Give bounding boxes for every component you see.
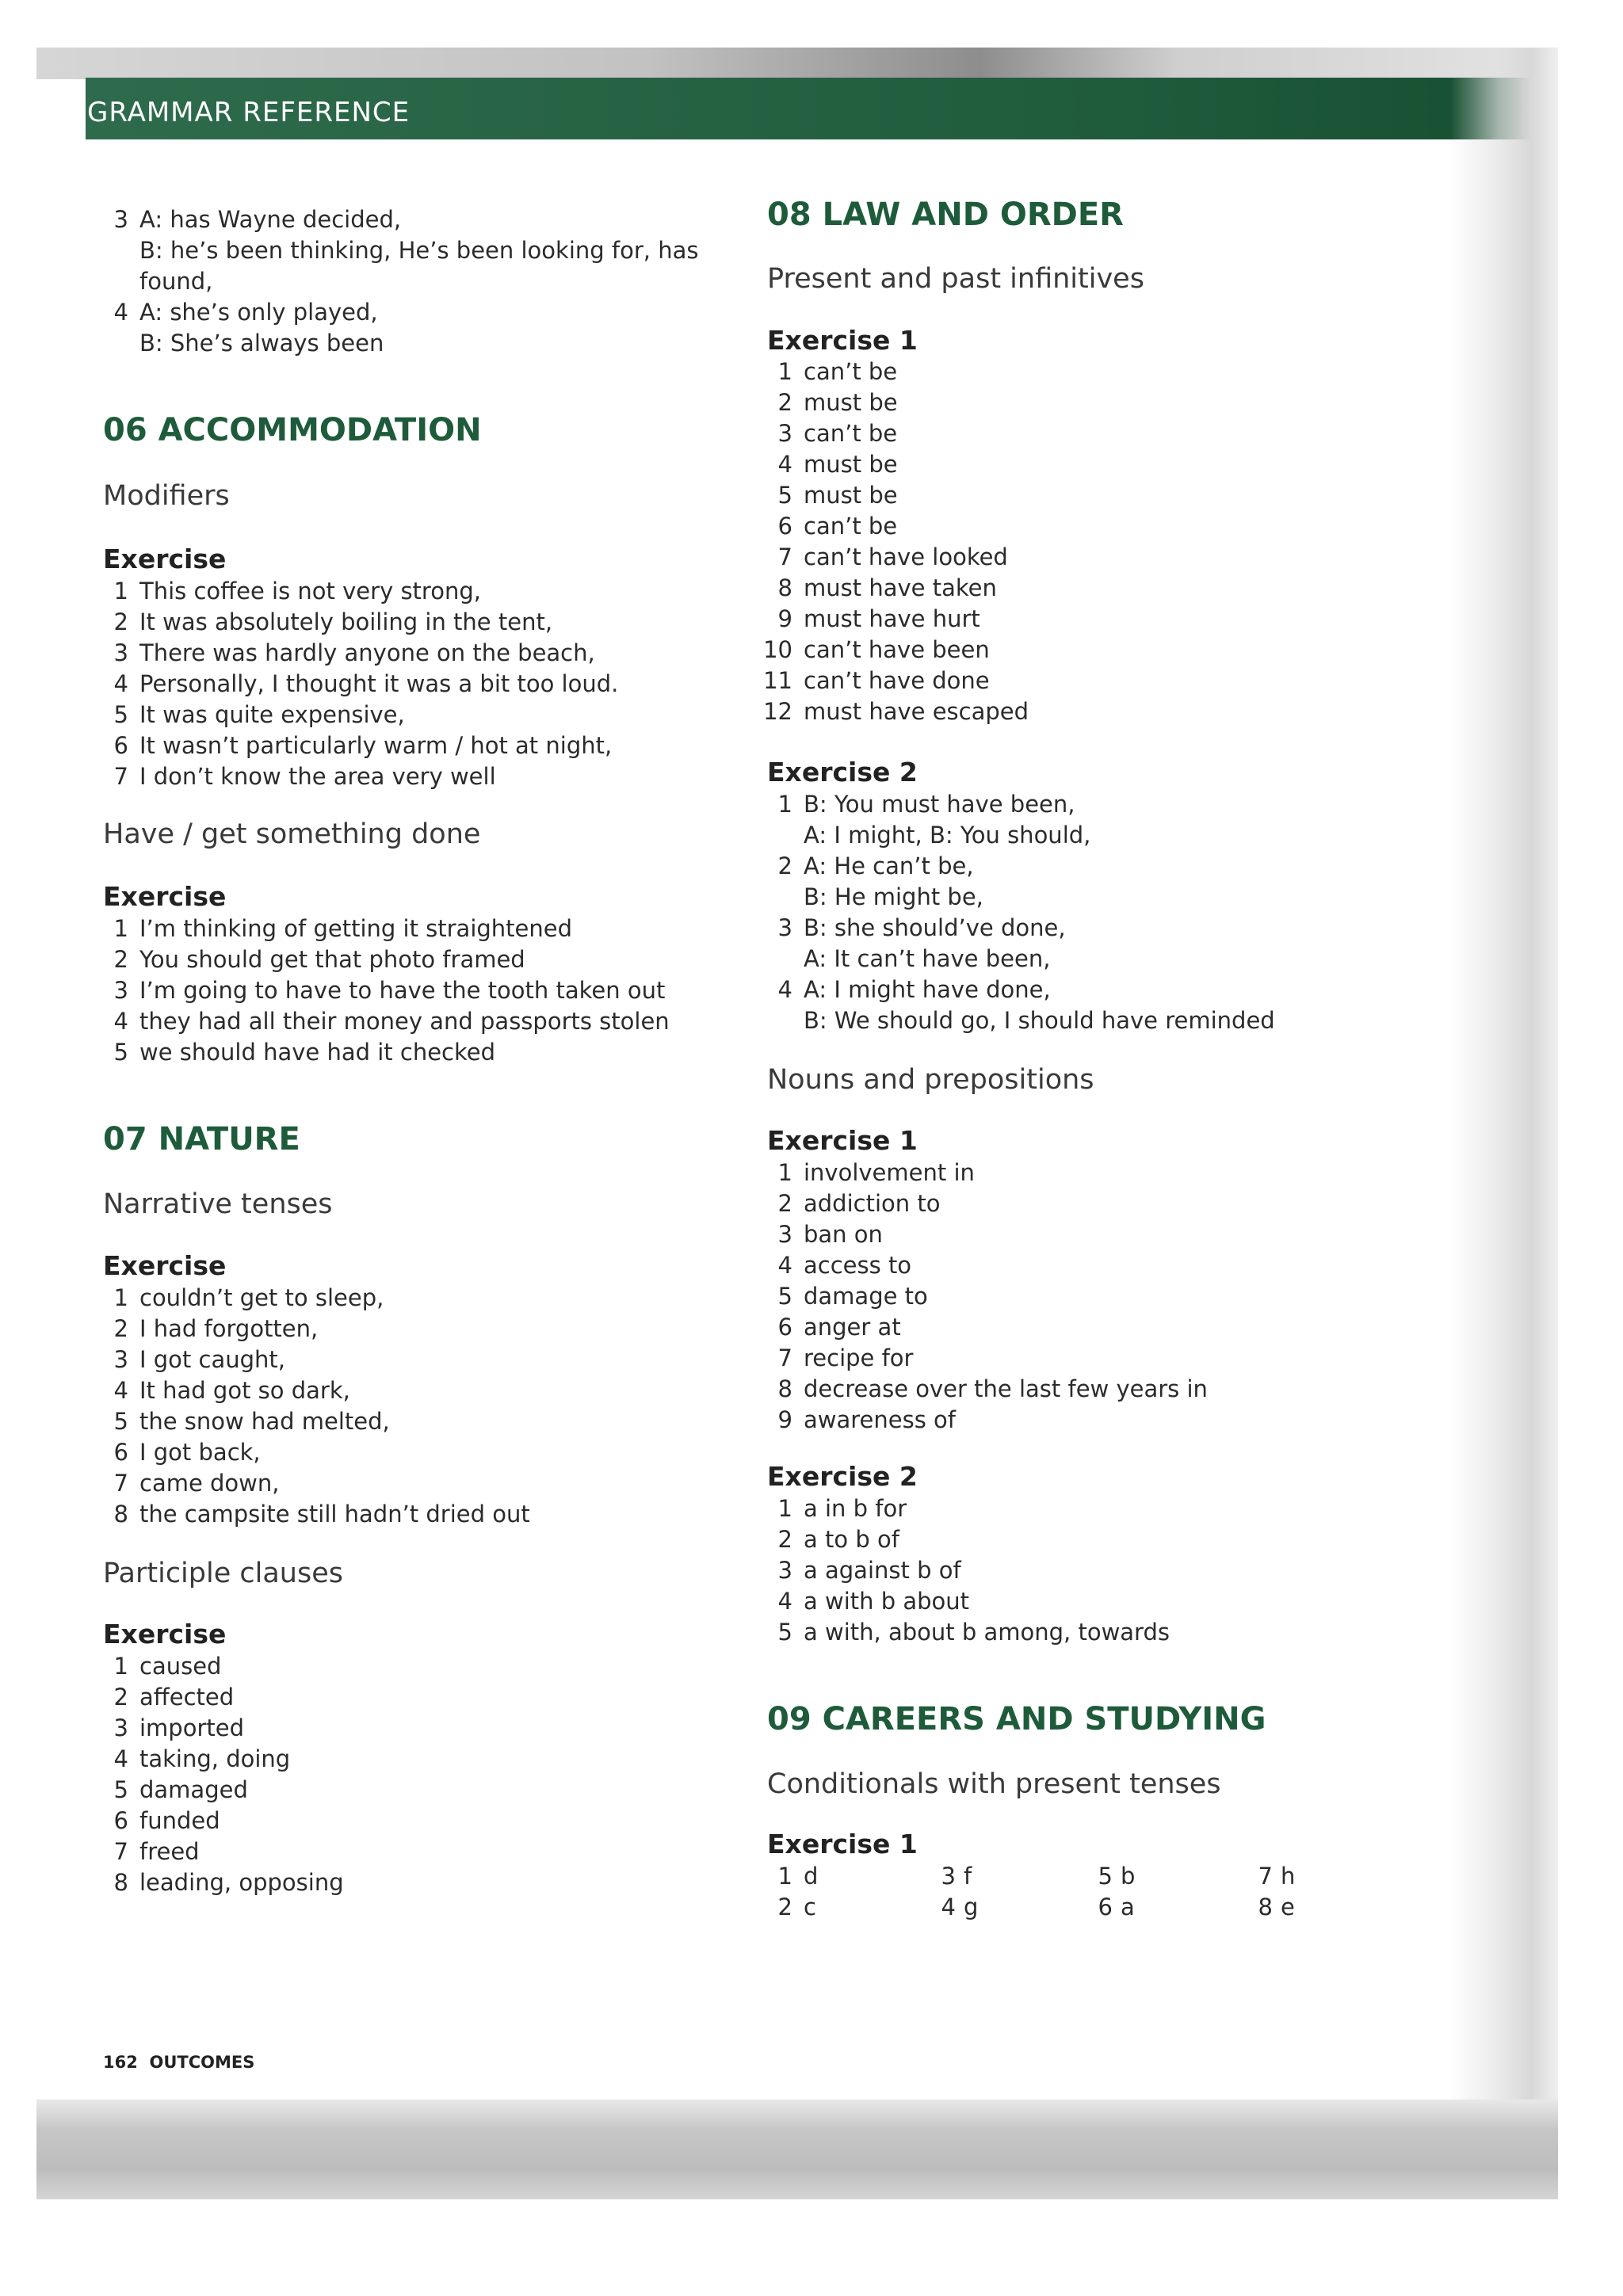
item-number: 4 [113, 1745, 128, 1772]
item-number: 6 [777, 513, 792, 540]
item-number: 3 [113, 639, 128, 666]
subsection-heading: Participle clauses [103, 1558, 343, 1589]
grid-answer: h [1281, 1863, 1296, 1890]
item-text: caused [139, 1653, 222, 1680]
item-number: 2 [113, 946, 128, 973]
item-number: 12 [763, 698, 792, 725]
item-text: addiction to [804, 1190, 941, 1217]
item-number: 8 [113, 1869, 128, 1896]
item-number: 4 [777, 451, 792, 478]
item-text: a with b about [804, 1588, 970, 1615]
subsection-heading: Have / get something done [103, 818, 481, 850]
item-number: 4 [113, 670, 128, 697]
item-text: must be [804, 389, 898, 416]
item-number: 8 [777, 1375, 792, 1402]
item-text: must have hurt [804, 605, 980, 632]
item-text: affected [139, 1684, 235, 1711]
exercise-heading: Exercise 1 [767, 325, 918, 356]
item-number: 11 [763, 667, 792, 694]
section-title: GRAMMAR REFERENCE [87, 97, 411, 128]
item-text: B: she should’ve done, [804, 914, 1066, 941]
item-number: 3 [113, 1714, 128, 1741]
page-number: 162 [103, 2053, 138, 2072]
item-number: 1 [777, 1159, 792, 1186]
item-number: 1 [113, 1284, 128, 1311]
item-number: 3 [777, 420, 792, 447]
item-number: 5 [113, 1776, 128, 1803]
item-text: B: He might be, [804, 883, 983, 910]
item-text: It was absolutely boiling in the tent, [139, 608, 553, 635]
item-text: must have taken [804, 574, 997, 601]
item-number: 6 [113, 732, 128, 759]
subsection-heading: Narrative tenses [103, 1188, 333, 1220]
item-number: 1 [113, 578, 128, 605]
item-text: A: she’s only played, [139, 299, 378, 326]
item-number: 10 [763, 636, 792, 663]
item-text: recipe for [804, 1344, 914, 1371]
item-number: 2 [113, 608, 128, 635]
item-text: must be [804, 482, 898, 509]
item-text: taking, doing [139, 1745, 291, 1772]
item-text: ban on [804, 1221, 883, 1248]
item-text: B: You must have been, [804, 791, 1075, 818]
item-text: must be [804, 451, 898, 478]
subsection-heading: Nouns and prepositions [767, 1064, 1094, 1096]
item-text: A: I might have done, [804, 976, 1051, 1003]
item-text: funded [139, 1807, 220, 1834]
item-number: 6 [777, 1314, 792, 1341]
item-text: can’t be [804, 420, 898, 447]
item-text: A: has Wayne decided, [139, 206, 402, 233]
item-text: I had forgotten, [139, 1315, 319, 1342]
item-number: 7 [777, 1344, 792, 1371]
grid-number: 3 [941, 1863, 956, 1890]
item-text: can’t have done [804, 667, 990, 694]
item-number: 1 [777, 1495, 792, 1522]
item-text: I don’t know the area very well [139, 763, 496, 790]
item-number: 3 [113, 1346, 128, 1373]
item-text: can’t be [804, 358, 898, 385]
item-number: 4 [777, 1588, 792, 1615]
item-text: freed [139, 1838, 200, 1865]
item-number: 7 [113, 1838, 128, 1865]
grid-answer: a [1121, 1894, 1135, 1920]
item-number: 2 [777, 1526, 792, 1553]
item-number: 3 [777, 914, 792, 941]
item-text: A: It can’t have been, [804, 945, 1051, 972]
item-text: a to b of [804, 1526, 899, 1553]
item-number: 5 [113, 1408, 128, 1435]
item-number: 4 [777, 1252, 792, 1279]
item-text: It was quite expensive, [139, 701, 405, 728]
item-number: 3 [113, 206, 128, 233]
item-text: It had got so dark, [139, 1377, 350, 1404]
item-number: 7 [777, 543, 792, 570]
grid-answer: c [804, 1894, 816, 1920]
item-number: 1 [777, 791, 792, 818]
item-number: 8 [777, 574, 792, 601]
subsection-heading: Modifiers [103, 480, 230, 512]
item-number: 2 [113, 1684, 128, 1711]
item-number: 4 [113, 299, 128, 326]
item-number: 2 [777, 1190, 792, 1217]
grid-number: 1 [777, 1863, 792, 1890]
item-text: You should get that photo framed [139, 946, 525, 973]
grid-answer: f [964, 1863, 972, 1890]
subsection-heading: Present and past infinitives [767, 263, 1144, 295]
grid-number: 7 [1258, 1863, 1273, 1890]
item-number: 4 [777, 976, 792, 1003]
item-text: we should have had it checked [139, 1039, 495, 1066]
item-number: 9 [777, 1406, 792, 1433]
exercise-heading: Exercise 2 [767, 757, 918, 788]
grid-number: 4 [941, 1894, 956, 1920]
item-text: A: He can’t be, [804, 852, 974, 879]
item-text: can’t be [804, 513, 898, 540]
item-text: awareness of [804, 1406, 956, 1433]
item-text: can’t have looked [804, 543, 1008, 570]
item-number: 4 [113, 1377, 128, 1404]
item-text: can’t have been [804, 636, 990, 663]
item-number: 5 [777, 1619, 792, 1646]
item-number: 5 [113, 1039, 128, 1066]
item-text: they had all their money and passports stolen [139, 1008, 670, 1035]
item-number: 9 [777, 605, 792, 632]
item-text: damaged [139, 1776, 248, 1803]
item-text: must have escaped [804, 698, 1029, 725]
item-number: 5 [777, 1283, 792, 1310]
chapter-heading: 08 LAW AND ORDER [767, 196, 1124, 233]
exercise-heading: Exercise [103, 881, 227, 912]
exercise-heading: Exercise [103, 1619, 227, 1650]
item-text: found, [139, 268, 213, 295]
item-text: There was hardly anyone on the beach, [139, 639, 595, 666]
item-number: 6 [113, 1807, 128, 1834]
grid-answer: g [964, 1894, 979, 1920]
item-number: 6 [113, 1439, 128, 1466]
scan-bottom-edge [36, 2100, 1558, 2199]
grid-number: 8 [1258, 1894, 1273, 1920]
item-text: This coffee is not very strong, [139, 578, 481, 605]
item-text: I got caught, [139, 1346, 285, 1373]
item-number: 2 [777, 852, 792, 879]
item-number: 7 [113, 1470, 128, 1497]
item-number: 1 [113, 915, 128, 942]
item-text: couldn’t get to sleep, [139, 1284, 384, 1311]
chapter-heading: 07 NATURE [103, 1121, 300, 1158]
item-number: 2 [777, 389, 792, 416]
item-text: the campsite still hadn’t dried out [139, 1501, 530, 1527]
item-text: anger at [804, 1314, 901, 1341]
item-text: A: I might, B: You should, [804, 822, 1091, 849]
item-text: a with, about b among, towards [804, 1619, 1170, 1646]
item-text: decrease over the last few years in [804, 1375, 1208, 1402]
item-text: I’m going to have to have the tooth taken out [139, 977, 666, 1004]
grid-number: 6 [1098, 1894, 1113, 1920]
item-text: Personally, I thought it was a bit too loud. [139, 670, 619, 697]
chapter-heading: 06 ACCOMMODATION [103, 412, 482, 448]
grid-answer: b [1121, 1863, 1136, 1890]
book-spine-shadow [1450, 48, 1558, 2107]
item-number: 4 [113, 1008, 128, 1035]
item-number: 3 [113, 977, 128, 1004]
item-text: I’m thinking of getting it straightened [139, 915, 573, 942]
item-text: leading, opposing [139, 1869, 344, 1896]
exercise-heading: Exercise 2 [767, 1461, 918, 1492]
item-text: a in b for [804, 1495, 907, 1522]
exercise-heading: Exercise 1 [767, 1829, 918, 1859]
item-number: 7 [113, 763, 128, 790]
item-text: a against b of [804, 1557, 961, 1584]
chapter-heading: 09 CAREERS AND STUDYING [767, 1701, 1266, 1737]
item-number: 1 [113, 1653, 128, 1680]
scan-top-edge [36, 48, 1558, 79]
book-name: OUTCOMES [149, 2053, 255, 2072]
item-text: the snow had melted, [139, 1408, 390, 1435]
item-text: B: he’s been thinking, He’s been looking for, has [139, 237, 699, 264]
subsection-heading: Conditionals with present tenses [767, 1768, 1221, 1800]
grid-number: 5 [1098, 1863, 1113, 1890]
item-number: 8 [113, 1501, 128, 1527]
exercise-heading: Exercise [103, 543, 227, 574]
item-text: damage to [804, 1283, 928, 1310]
item-text: B: We should go, I should have reminded [804, 1007, 1275, 1034]
item-number: 3 [777, 1557, 792, 1584]
item-number: 2 [113, 1315, 128, 1342]
item-text: imported [139, 1714, 245, 1741]
item-text: came down, [139, 1470, 280, 1497]
exercise-heading: Exercise [103, 1250, 227, 1281]
item-number: 5 [113, 701, 128, 728]
item-number: 3 [777, 1221, 792, 1248]
item-text: I got back, [139, 1439, 261, 1466]
item-text: It wasn’t particularly warm / hot at night, [139, 732, 613, 759]
item-number: 5 [777, 482, 792, 509]
grid-number: 2 [777, 1894, 792, 1920]
exercise-heading: Exercise 1 [767, 1125, 918, 1156]
grid-answer: e [1281, 1894, 1295, 1920]
item-text: involvement in [804, 1159, 975, 1186]
item-number: 1 [777, 358, 792, 385]
page-footer [103, 2053, 254, 2072]
item-text: access to [804, 1252, 912, 1279]
grid-answer: d [804, 1863, 819, 1890]
item-text: B: She’s always been [139, 330, 384, 357]
